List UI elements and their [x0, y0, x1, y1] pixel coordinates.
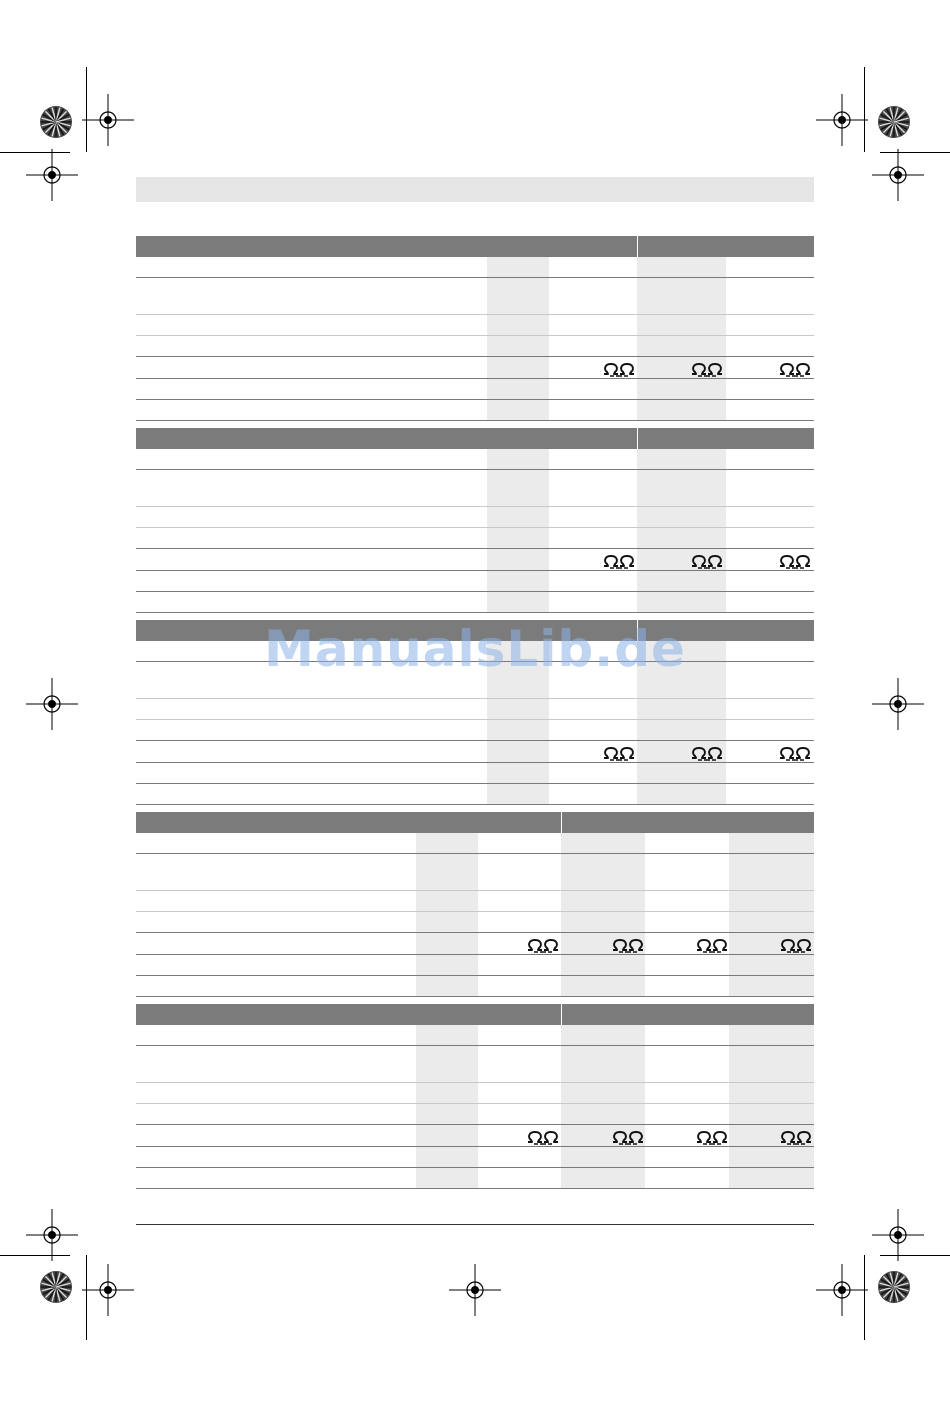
double-omega-icon — [690, 553, 724, 569]
double-omega-icon — [778, 553, 812, 569]
row-divider — [136, 1124, 814, 1125]
row-divider — [136, 527, 814, 528]
registration-mark — [812, 1260, 872, 1320]
shaded-column — [416, 1025, 478, 1188]
table-header-left — [136, 428, 637, 449]
shaded-column — [729, 833, 814, 996]
shaded-column — [729, 1025, 814, 1188]
row-divider — [136, 506, 814, 507]
color-target-mark — [39, 105, 73, 139]
double-omega-icon — [690, 745, 724, 761]
row-divider — [136, 911, 814, 912]
registration-mark — [812, 90, 872, 150]
color-target-mark — [877, 1270, 911, 1304]
registration-mark — [445, 1260, 505, 1320]
table-header-left — [136, 1004, 561, 1025]
double-omega-icon — [611, 1129, 645, 1145]
registration-mark — [78, 90, 138, 150]
double-omega-icon — [778, 745, 812, 761]
row-divider — [136, 548, 814, 549]
registration-mark — [868, 674, 928, 734]
shaded-column — [487, 257, 549, 420]
shaded-column — [637, 257, 726, 420]
row-divider — [136, 719, 814, 720]
color-target-mark — [39, 1270, 73, 1304]
row-divider — [136, 1167, 814, 1168]
table-header-right — [562, 812, 814, 833]
double-omega-icon — [695, 937, 729, 953]
double-omega-icon — [695, 1129, 729, 1145]
row-divider — [136, 932, 814, 933]
double-omega-icon — [602, 745, 636, 761]
spec-table — [136, 812, 814, 998]
registration-mark — [22, 674, 82, 734]
registration-mark — [22, 1205, 82, 1265]
shaded-column — [487, 449, 549, 612]
row-divider — [136, 335, 814, 336]
registration-mark — [78, 1260, 138, 1320]
row-divider — [136, 378, 814, 379]
row-divider — [136, 277, 814, 278]
bottom-rule — [136, 1224, 814, 1225]
row-divider — [136, 762, 814, 763]
shaded-column — [416, 833, 478, 996]
double-omega-icon — [602, 361, 636, 377]
row-divider — [136, 399, 814, 400]
double-omega-icon — [779, 937, 813, 953]
row-divider — [136, 698, 814, 699]
double-omega-icon — [690, 361, 724, 377]
double-omega-icon — [611, 937, 645, 953]
row-divider — [136, 314, 814, 315]
double-omega-icon — [778, 361, 812, 377]
double-omega-icon — [526, 1129, 560, 1145]
double-omega-icon — [602, 553, 636, 569]
registration-mark — [868, 1205, 928, 1265]
row-divider — [136, 740, 814, 741]
watermark: ManualsLib.de — [264, 620, 686, 678]
row-divider — [136, 975, 814, 976]
shaded-column — [637, 449, 726, 612]
row-divider — [136, 1082, 814, 1083]
row-divider — [136, 591, 814, 592]
double-omega-icon — [779, 1129, 813, 1145]
row-divider — [136, 469, 814, 470]
row-divider — [136, 853, 814, 854]
row-divider — [136, 356, 814, 357]
row-divider — [136, 1188, 814, 1189]
spec-table — [136, 1004, 814, 1190]
row-divider — [136, 996, 814, 997]
header-band — [136, 177, 814, 202]
row-divider — [136, 804, 814, 805]
registration-mark — [22, 145, 82, 205]
color-target-mark — [877, 105, 911, 139]
table-header-right — [638, 236, 814, 257]
spec-table — [136, 236, 814, 422]
double-omega-icon — [526, 937, 560, 953]
row-divider — [136, 1045, 814, 1046]
row-divider — [136, 1146, 814, 1147]
row-divider — [136, 1103, 814, 1104]
registration-mark — [868, 145, 928, 205]
row-divider — [136, 954, 814, 955]
shaded-column — [561, 1025, 645, 1188]
row-divider — [136, 783, 814, 784]
row-divider — [136, 570, 814, 571]
row-divider — [136, 420, 814, 421]
table-header-right — [638, 428, 814, 449]
spec-table — [136, 428, 814, 614]
row-divider — [136, 890, 814, 891]
table-header-left — [136, 236, 637, 257]
table-header-right — [562, 1004, 814, 1025]
shaded-column — [561, 833, 645, 996]
row-divider — [136, 612, 814, 613]
table-header-left — [136, 812, 561, 833]
